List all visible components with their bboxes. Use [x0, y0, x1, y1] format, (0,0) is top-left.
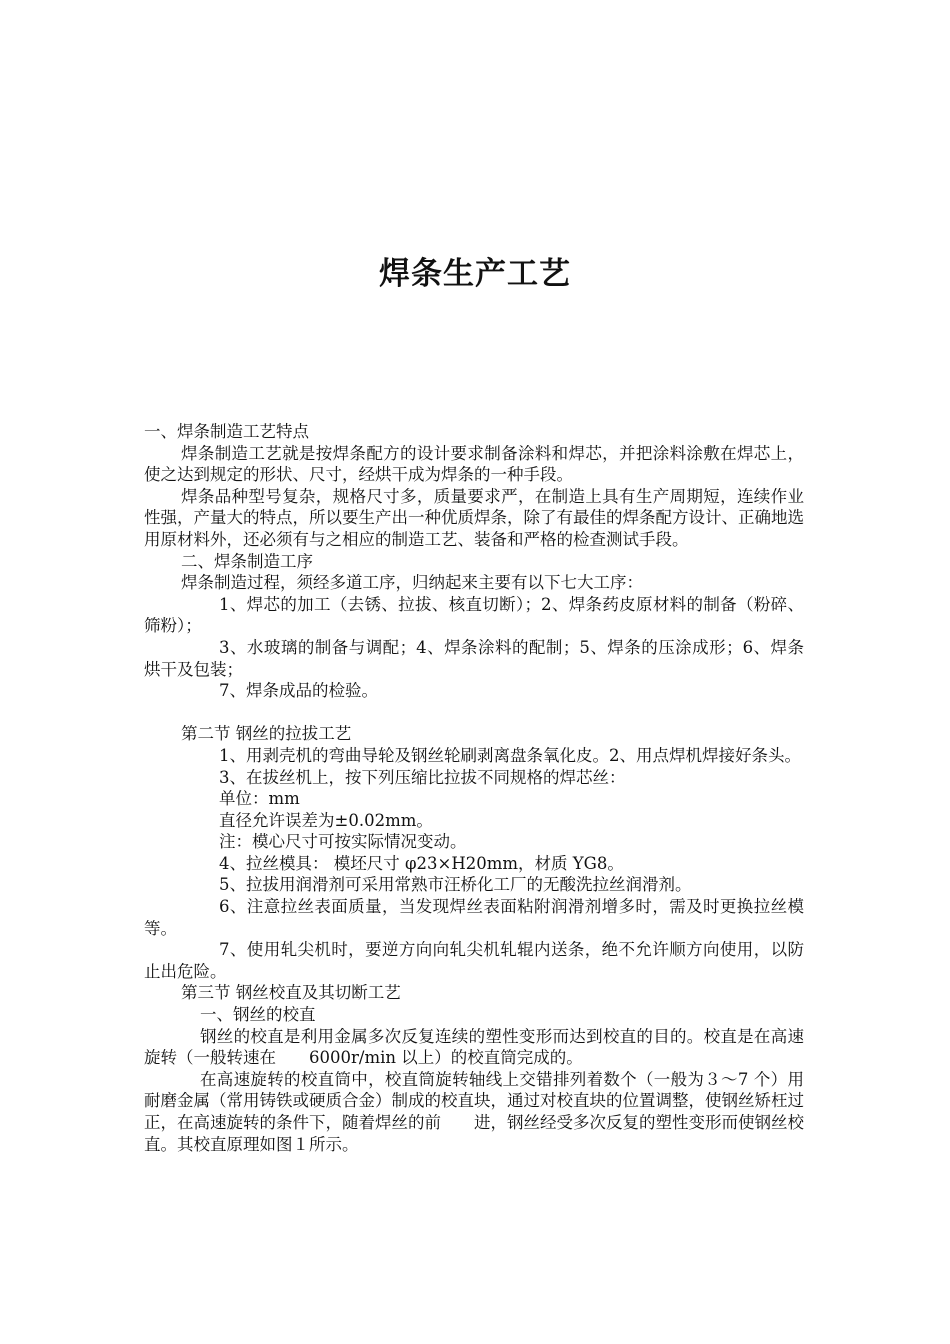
paragraph: 焊条制造工艺就是按焊条配方的设计要求制备涂料和焊芯，并把涂料涂敷在焊芯上，使之达到规定的形状、尺寸，经烘干成为焊条的一种手段。: [144, 443, 804, 485]
list-item: 3、水玻璃的制备与调配；4、焊条涂料的配制；5、焊条的压涂成形；6、焊条烘干及包装；: [144, 637, 804, 679]
paragraph: 焊条制造过程，须经多道工序，归纳起来主要有以下七大工序：: [181, 573, 643, 593]
section-heading: 一、焊条制造工艺特点: [144, 422, 309, 441]
list-item: 5、拉拔用润滑剂可采用常熟市汪桥化工厂的无酸洗拉丝润滑剂。: [219, 875, 692, 895]
document-title: 焊条生产工艺: [379, 256, 571, 292]
unit-note: 单位：mm: [219, 789, 300, 809]
paragraph: 焊条品种型号复杂，规格尺寸多，质量要求严，在制造上具有生产周期短，连续作业性强，产量大的特点，所以要生产出一种优质焊条，除了有最佳的焊条配方设计、正确地选用原材料外，还必须有与之相应的制造工艺、装备和严格的检查测试手段。: [144, 486, 804, 549]
section-heading: 第二节 钢丝的拉拔工艺: [181, 724, 352, 744]
blank-line: [144, 702, 804, 724]
list-item: 7、焊条成品的检验。: [219, 681, 378, 701]
paragraph: 钢丝的校直是利用金属多次反复连续的塑性变形而达到校直的目的。校直是在高速旋转（一般转速在 6000r/min 以上）的校直筒完成的。: [144, 1026, 804, 1068]
remark-note: 注：模心尺寸可按实际情况变动。: [219, 832, 467, 852]
tolerance-note: 直径允许误差为±0.02mm。: [219, 810, 433, 830]
section-heading: 第三节 钢丝校直及其切断工艺: [181, 983, 401, 1003]
list-item: 1、焊芯的加工（去锈、拉拔、核直切断）；2、焊条药皮原材料的制备（粉碎、筛粉）；: [144, 594, 804, 636]
list-item: 7、使用轧尖机时，要逆方向向轧尖机轧辊内送条，绝不允许顺方向使用，以防止出危险。: [144, 940, 804, 981]
section-heading: 二、焊条制造工序: [181, 551, 313, 571]
list-item: 6、注意拉丝表面质量，当发现焊丝表面粘附润滑剂增多时，需及时更换拉丝模等。: [144, 897, 804, 938]
paragraph: 在高速旋转的校直筒中，校直筒旋转轴线上交错排列着数个（一般为３～7 个）用耐磨金属（常用铸铁或硬质合金）制成的校直块，通过对校直块的位置调整，使钢丝矫枉过正，在高速旋转的条件下，随着焊丝的前 进，钢丝经受多次反复的塑性变形而使钢丝校直。其校直原理如图１所示。: [144, 1069, 804, 1154]
list-item: 3、在拔丝机上，按下列压缩比拉拔不同规格的焊芯丝：: [219, 767, 626, 787]
list-item: 1、用剥壳机的弯曲导轮及钢丝轮刷剥离盘条氧化皮。2、用点焊机焊接好条头。: [219, 745, 801, 765]
list-item: 4、拉丝模具： 模坯尺寸 φ23×H20mm，材质 YG8。: [219, 853, 624, 873]
document-body: [144, 421, 804, 1155]
subsection-heading: 一、钢丝的校直: [200, 1005, 316, 1025]
